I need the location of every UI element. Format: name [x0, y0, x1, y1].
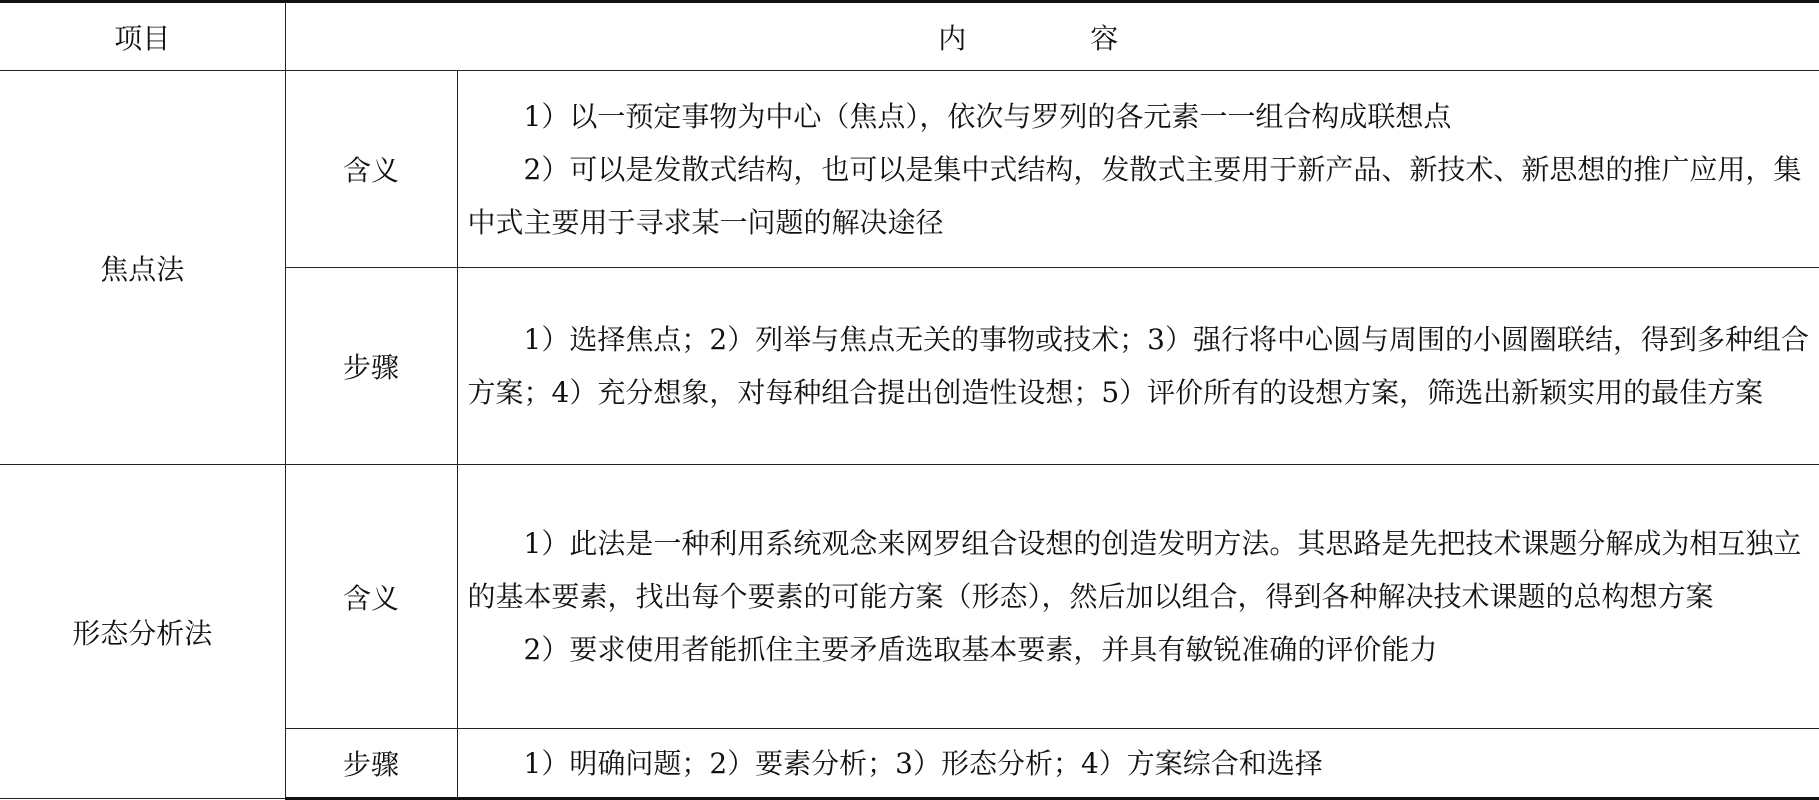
row-content [457, 465, 1819, 729]
method-name: 焦点法 [0, 71, 285, 465]
row-content [457, 729, 1819, 799]
header-item: 项目 [0, 2, 285, 71]
content-paragraph: 1）以一预定事物为中心（焦点），依次与罗列的各元素一一组合构成联想点 [523, 99, 1452, 133]
table-header-row [0, 2, 1819, 71]
content-paragraph: 1）明确问题；2）要素分析；3）形态分析；4）方案综合和选择 [523, 746, 1323, 780]
table-row [0, 71, 1819, 268]
method-name: 形态分析法 [0, 465, 285, 799]
row-label: 步骤 [285, 729, 457, 799]
content-paragraph: 1）选择焦点；2）列举与焦点无关的事物或技术；3）强行将中心圆与周围的小圆圈联结，得到多种组合方案；4）充分想象，对每种组合提出创造性设想；5）评价所有的设想方案，筛选出新颖实用的最佳方案 [467, 323, 1809, 409]
row-content [457, 71, 1819, 268]
row-content [457, 268, 1819, 465]
table-row [0, 465, 1819, 729]
row-label: 含义 [285, 465, 457, 729]
header-content: 内 容 [285, 2, 1819, 71]
content-paragraph: 2）可以是发散式结构，也可以是集中式结构，发散式主要用于新产品、新技术、新思想的推广应用，集中式主要用于寻求某一问题的解决途径 [467, 152, 1802, 239]
row-label: 步骤 [285, 268, 457, 465]
content-paragraph: 1）此法是一种利用系统观念来网罗组合设想的创造发明方法。其思路是先把技术课题分解成为相互独立的基本要素，找出每个要素的可能方案（形态），然后加以组合，得到各种解决技术课题的总构想方案 [467, 527, 1802, 613]
row-label: 含义 [285, 71, 457, 268]
content-paragraph: 2）要求使用者能抓住主要矛盾选取基本要素，并具有敏锐准确的评价能力 [523, 633, 1438, 666]
